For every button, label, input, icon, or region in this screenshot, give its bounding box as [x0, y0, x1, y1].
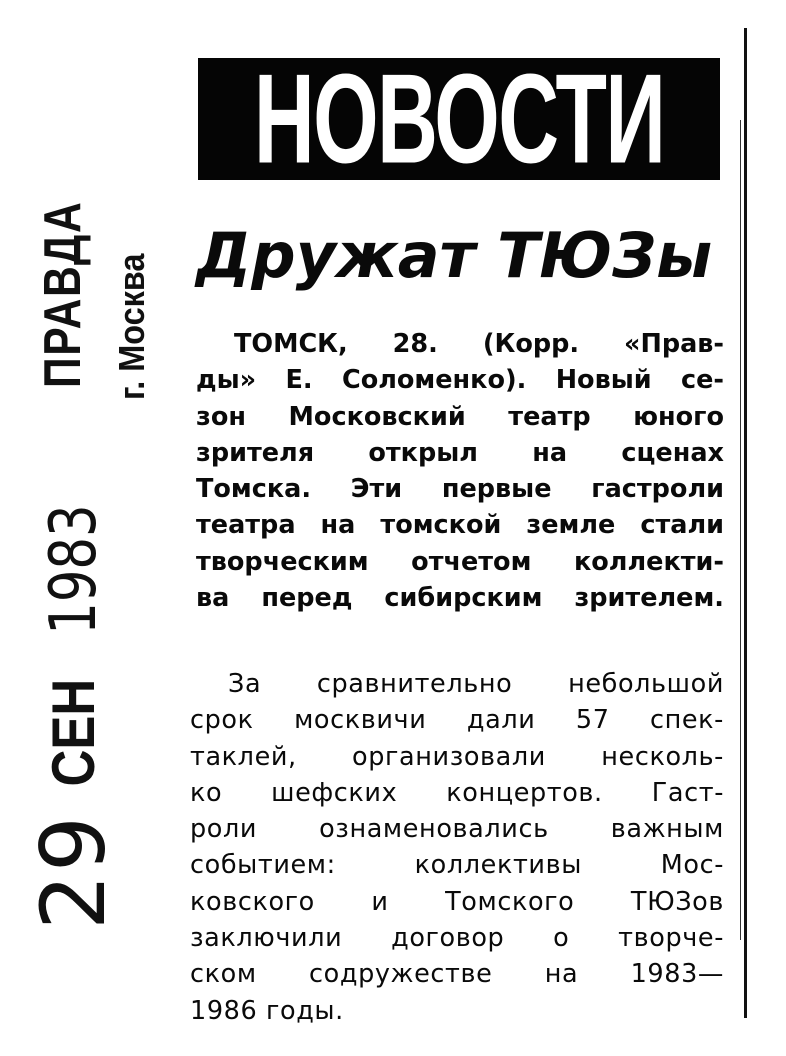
body-line: заключили договор о творче- [190, 923, 724, 954]
border-rule-inner [740, 120, 741, 940]
body-line: событием: коллективы Мос- [190, 850, 724, 881]
body-line: таклей, организовали несколь- [190, 741, 724, 772]
body-line: За сравнительно небольшой [228, 669, 724, 699]
lead-line: зон Московский театр юного [196, 401, 724, 432]
section-banner [198, 58, 720, 180]
body-line: 1986 годы. [190, 995, 344, 1026]
stamp-month: СЕН [40, 678, 107, 787]
border-rule [744, 28, 747, 1018]
body-line: ко шефских концертов. Гаст- [190, 777, 724, 808]
article-headline: Дружат ТЮЗы [196, 219, 713, 292]
stamp-day: 29 [22, 814, 125, 930]
lead-line: творческим отчетом коллекти- [196, 546, 724, 577]
lead-line: ды» Е. Соломенко). Новый се- [196, 365, 724, 396]
stamp-date [22, 504, 125, 930]
article-body [190, 666, 724, 1029]
article-lead [196, 326, 724, 616]
lead-line: театра на томской земле стали [196, 510, 724, 541]
stamp-newspaper [34, 138, 92, 388]
lead-line: зрителя открыл на сценах [196, 437, 724, 468]
body-line: роли ознаменовались важным [190, 814, 724, 845]
stamp-newspaper-name: ПРАВДА [34, 200, 92, 388]
body-line: срок москвичи дали 57 спек- [190, 705, 724, 736]
body-line: ковского и Томского ТЮЗов [190, 886, 724, 917]
section-title: НОВОСТИ [253, 58, 665, 180]
lead-line: ТОМСК, 28. (Корр. «Прав- [234, 329, 724, 359]
lead-line: ва перед сибирским зрителем. [196, 583, 724, 614]
stamp-year: 1983 [37, 504, 111, 636]
lead-line: Томска. Эти первые гастроли [196, 474, 724, 505]
stamp-city-name: г. Москва [111, 253, 152, 400]
stamp-city [112, 160, 152, 400]
body-line: ском содружестве на 1983— [190, 959, 724, 990]
